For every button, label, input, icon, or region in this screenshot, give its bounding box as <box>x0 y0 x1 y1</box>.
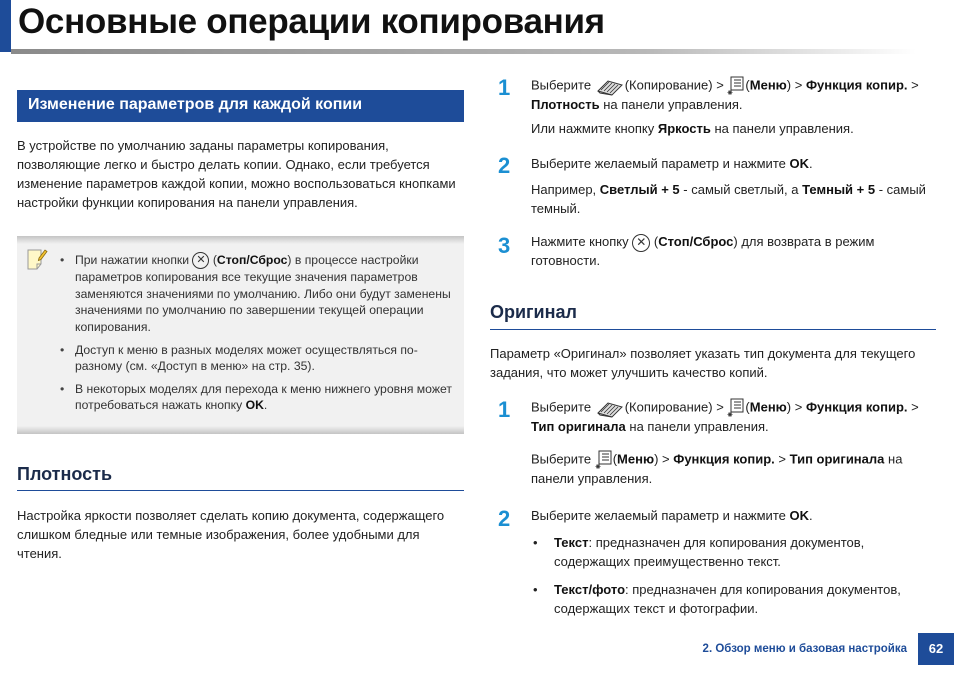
step-number: 2 <box>498 506 511 531</box>
note-item-menu-access: • Доступ к меню в разных моделях может осуществляться по-разному (см. «Доступ в меню» на стр. 35). <box>57 342 452 375</box>
stop-reset-icon: ✕ <box>192 252 209 269</box>
original-divider <box>490 329 936 330</box>
step-number: 2 <box>498 153 511 178</box>
left-column <box>17 90 464 561</box>
density-divider <box>17 490 464 491</box>
title-accent-bar <box>0 0 11 52</box>
option-text: • Текст: предназначен для копирования документов, содержащих преимущественно текст. <box>531 533 931 571</box>
original-options-list <box>531 533 931 627</box>
density-step-1-alt: Или нажмите кнопку Яркость на панели управления. <box>531 121 854 136</box>
intro-paragraph: В устройстве по умолчанию заданы параметры копирования, позволяющие легко и быстро делать копии. Однако, если требуется изменение параметров каждой копии, можно воспользоваться кнопками настройки функции копирования на панели управления. <box>17 138 456 210</box>
section-heading-change-params: Изменение параметров для каждой копии <box>17 90 464 122</box>
option-text-photo: • Текст/фото: предназначен для копирования документов, содержащих текст и фотографии. <box>531 580 931 618</box>
title-divider <box>11 49 916 54</box>
note-list <box>57 252 452 420</box>
footer-section-title: 2. Обзор меню и базовая настройка <box>702 643 907 655</box>
note-item-stop-reset: • При нажатии кнопки ✕ (Стоп/Сброс) в процессе настройки параметров копирования все текущие значения параметров заменяются значениями по умолчанию. Либо они будут заменены значениями по умолчанию по завершении текущей операции копирования. <box>57 252 452 336</box>
note-pencil-icon <box>25 248 49 272</box>
original-heading: Оригинал <box>490 302 577 322</box>
copy-icon <box>595 76 625 96</box>
density-paragraph: Настройка яркости позволяет сделать копию документа, содержащего слишком бледные или темные изображения, более удобными для чтения. <box>17 508 445 561</box>
copy-icon <box>595 398 625 418</box>
menu-icon <box>727 76 745 96</box>
page-number: 62 <box>918 633 954 665</box>
page-title: Основные операции копирования <box>18 2 605 41</box>
step-number: 1 <box>498 397 511 422</box>
stop-reset-icon: ✕ <box>632 234 650 252</box>
step-number: 3 <box>498 233 511 258</box>
menu-icon <box>727 398 745 418</box>
note-item-ok-button: • В некоторых моделях для перехода к меню нижнего уровня может потребоваться нажать кнопку OK. <box>57 381 452 414</box>
step-number: 1 <box>498 75 511 100</box>
density-example: Например, Светлый + 5 - самый светлый, а Темный + 5 - самый темный. <box>531 182 926 216</box>
original-paragraph: Параметр «Оригинал» позволяет указать тип документа для текущего задания, что может улучшить качество копий. <box>490 346 916 380</box>
density-heading: Плотность <box>17 464 113 484</box>
note-box <box>17 236 464 434</box>
menu-icon <box>595 450 613 470</box>
original-step-1-alt: Выберите (Меню) > Функция копир. > Тип оригинала на панели управления. <box>531 451 903 486</box>
